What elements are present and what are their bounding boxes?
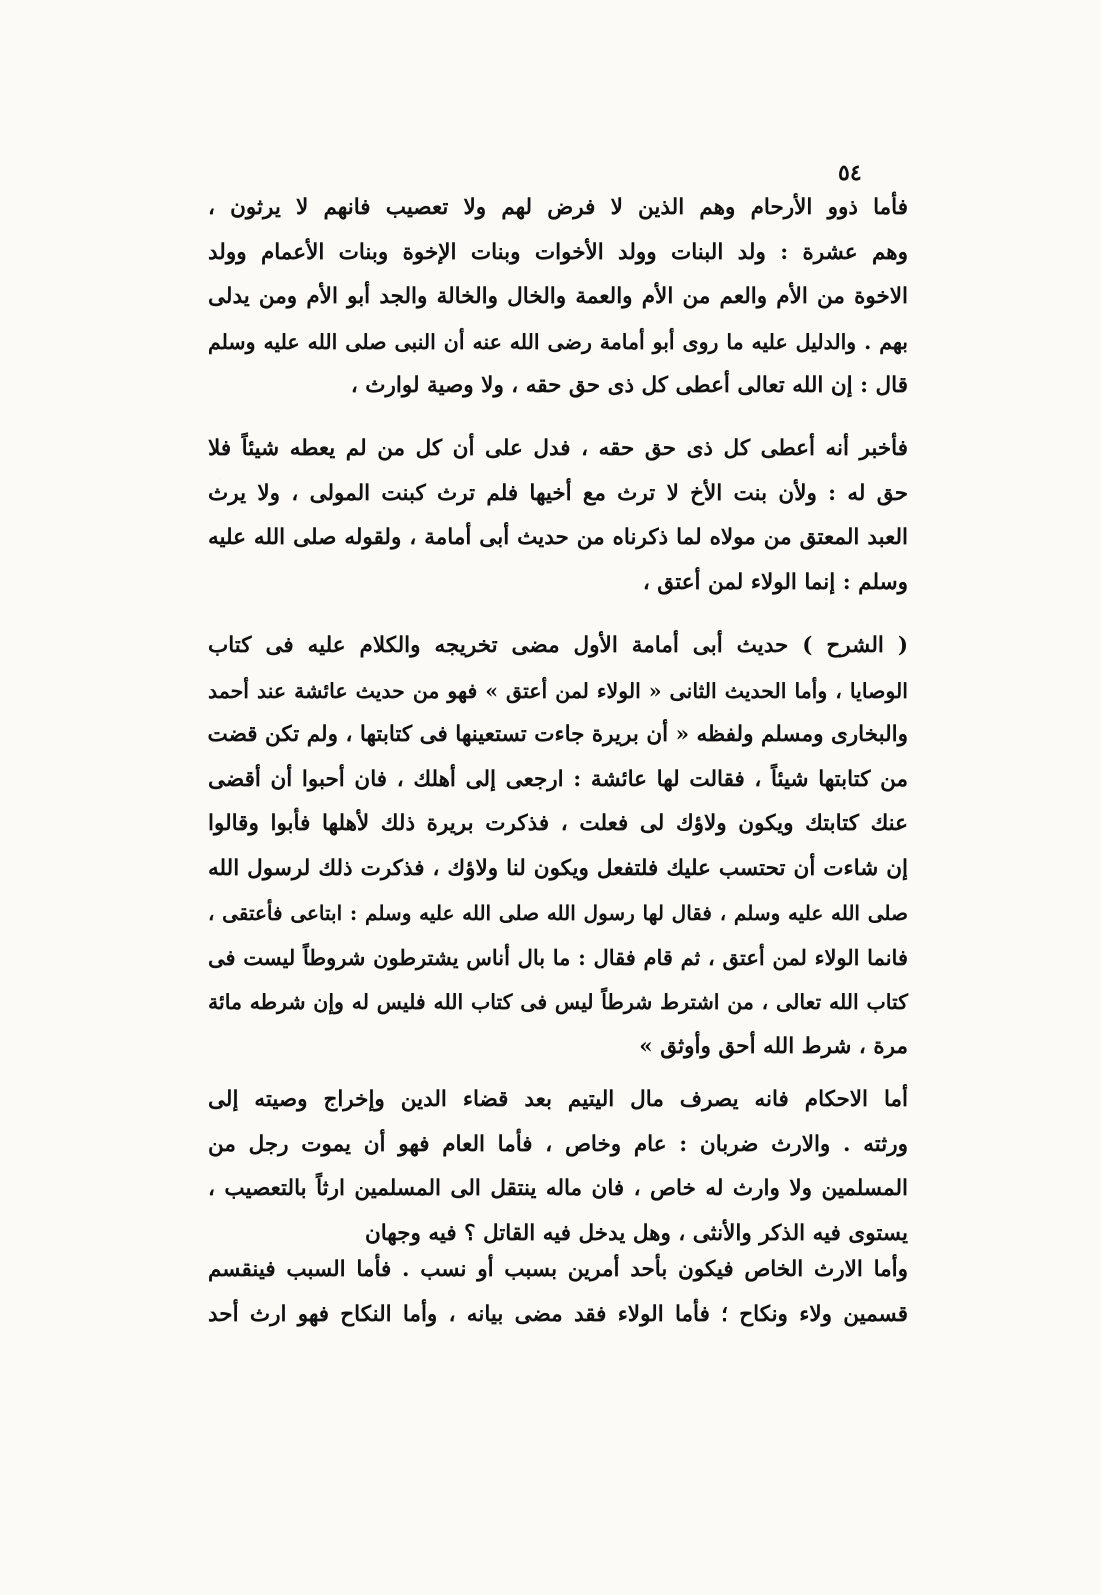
- text-line: فأخبر أنه أعطى كل ذى حق حقه ، فدل على أن كل من لم يعطه شيئاً فلا: [208, 436, 908, 461]
- text-line: يستوى فيه الذكر والأنثى ، وهل يدخل فيه القاتل ؟ فيه وجهان: [364, 1220, 908, 1246]
- text-line: أما الاحكام فانه يصرف مال اليتيم بعد قضاء الدين وإخراج وصيته إلى: [208, 1087, 908, 1112]
- text-line: الاخوة من الأم والعم من الأم والعمة والخال والخالة والجد أبو الأم ومن يدلى: [208, 284, 908, 309]
- text-line: الوصايا ، وأما الحديث الثانى « الولاء لمن أعتق » فهو من حديث عائشة عند أحمد: [208, 678, 908, 703]
- page-number: ٥٤: [838, 160, 862, 186]
- text-line: عنك كتابتك ويكون ولاؤك لى فعلت ، فذكرت بريرة ذلك لأهلها فأبوا وقالوا: [208, 811, 908, 836]
- paragraph-sharh: [208, 624, 908, 1069]
- text-line: ( الشرح ) حديث أبى أمامة الأول مضى تخريجه والكلام عليه فى كتاب: [208, 633, 908, 658]
- text-line: ورثته . والارث ضربان : عام وخاص ، فأما العام فهو أن يموت رجل من: [208, 1131, 908, 1157]
- text-line: وهم عشرة : ولد البنات وولد الأخوات وبنات الإخوة وبنات الأعمام وولد: [208, 239, 908, 265]
- text-line: كتاب الله تعالى ، من اشترط شرطاً ليس فى كتاب الله فليس له وإن شرطه مائة: [208, 990, 908, 1014]
- text-line: مرة ، شرط الله أحق وأوثق »: [639, 1033, 908, 1059]
- paragraph-dhawu-al-arham: [208, 186, 908, 409]
- text-line: العبد المعتق من مولاه لما ذكرناه من حديث أبى أمامة ، ولقوله صلى الله عليه: [208, 525, 908, 550]
- text-line: المسلمين ولا وارث له خاص ، فان ماله ينتقل الى المسلمين ارثاً بالتعصيب ،: [208, 1176, 908, 1201]
- paragraph-explanation: [208, 427, 908, 605]
- text-line: إن شاءت أن تحتسب عليك فلتفعل ويكون لنا ولاؤك ، فذكرت ذلك لرسول الله: [208, 855, 908, 881]
- text-line: قسمين ولاء ونكاح ؛ فأما الولاء فقد مضى بيانه ، وأما النكاح فهو ارث أحد: [208, 1301, 908, 1327]
- text-line: بهم . والدليل عليه ما روى أبو أمامة رضى الله عنه أن النبى صلى الله عليه وسلم: [208, 329, 908, 354]
- text-line: من كتابتها شيئاً ، فقالت لها عائشة : ارجعى إلى أهلك ، فان أحبوا أن أقضى: [208, 766, 908, 792]
- text-line: قال : إن الله تعالى أعطى كل ذى حق حقه ، ولا وصية لوارث ،: [350, 373, 908, 398]
- text-line: صلى الله عليه وسلم ، فقال لها رسول الله صلى الله عليه وسلم : ابتاعى فأعتقى ،: [208, 901, 908, 925]
- text-line: والبخارى ومسلم ولفظه « أن بريرة جاءت تستعينها فى كتابتها ، ولم تكن قضت: [207, 722, 908, 747]
- text-line: وسلم : إنما الولاء لمن أعتق ،: [642, 569, 908, 595]
- paragraph-ahkam: [208, 1078, 908, 1256]
- paragraph-irth-khas: [208, 1248, 908, 1337]
- text-line: فانما الولاء لمن أعتق ، ثم قام فقال : ما بال أناس يشترطون شروطاً ليست فى: [208, 944, 908, 970]
- text-line: فأما ذوو الأرحام وهم الذين لا فرض لهم ولا تعصيب فانهم لا يرثون ،: [208, 195, 908, 220]
- text-line: وأما الارث الخاص فيكون بأحد أمرين بسبب أو نسب . فأما السبب فينقسم: [208, 1257, 908, 1282]
- text-line: حق له : ولأن بنت الأخ لا ترث مع أخيها فلم ترث كبنت المولى ، ولا يرث: [208, 480, 908, 506]
